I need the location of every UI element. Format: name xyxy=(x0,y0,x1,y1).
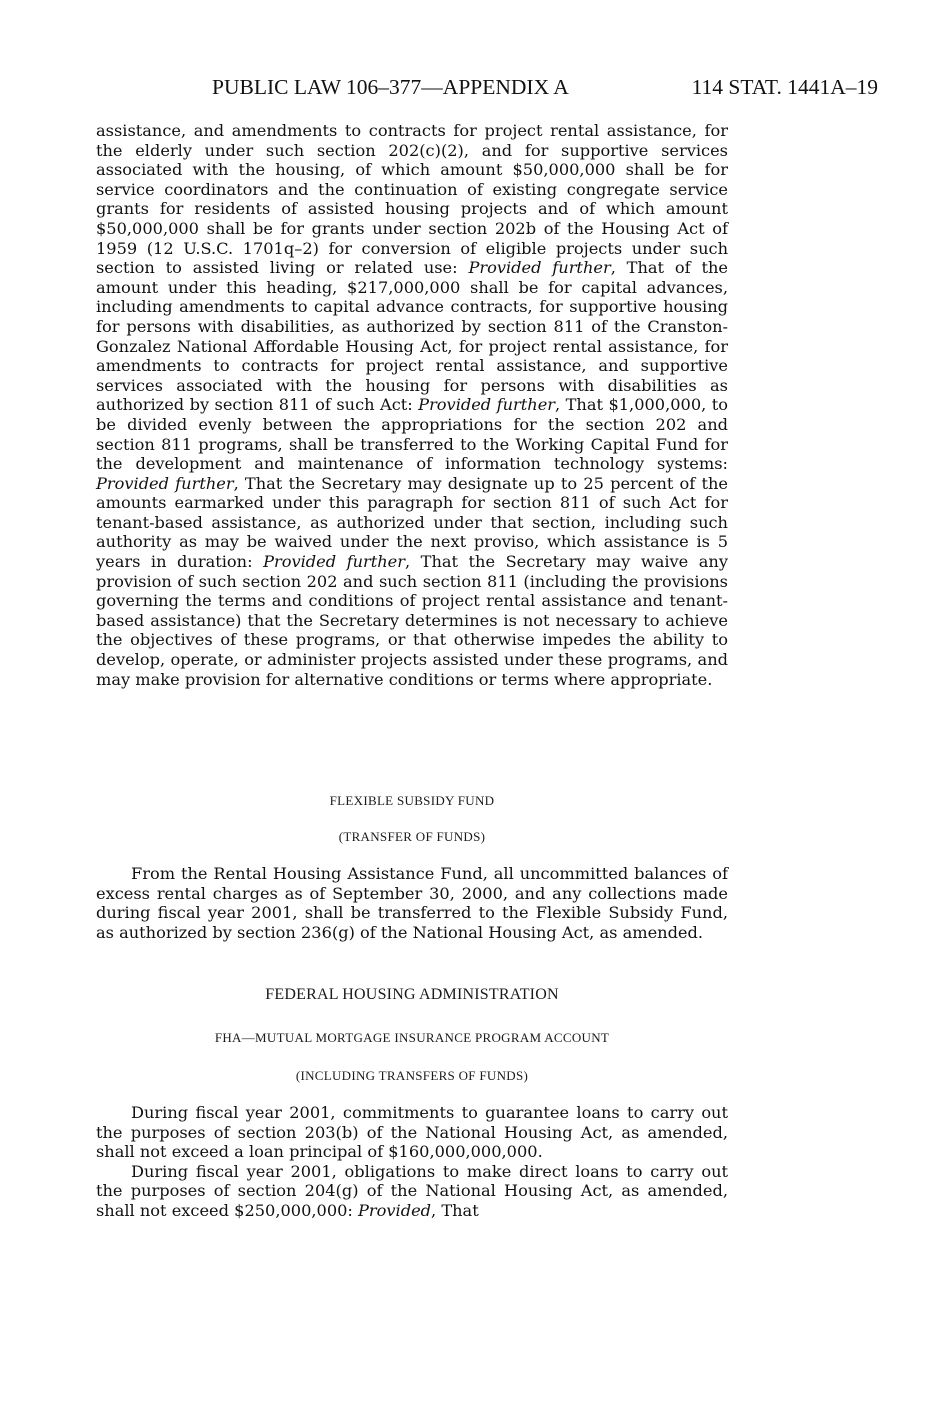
page-header xyxy=(212,74,878,100)
flexible-subsidy-text xyxy=(96,864,728,942)
statute-reference: 114 STAT. 1441A–19 xyxy=(691,75,878,99)
paragraph xyxy=(96,1162,728,1221)
flexible-subsidy-heading: FLEXIBLE SUBSIDY FUND xyxy=(329,793,495,808)
law-title: PUBLIC LAW 106–377—APPENDIX A xyxy=(212,75,569,99)
transfer-of-funds-subheading: (TRANSFER OF FUNDS) xyxy=(338,829,486,844)
text-run: assistance, and amendments to contracts for project rental assistance, for the elderly under such section 202(c)(2), and for supportive services associated with the housing, of which amount $50,000,000 shall be for service coordinators and the continuation of existing congregate service grants for residents of assisted housing projects and of which amount $50,000,000 shall be for grants under section 202b of the Housing Act of 1959 (12 U.S.C. 1701q–2) for conversion of eligible projects under such section to assisted living or related use: xyxy=(96,121,728,278)
section-202-811-text xyxy=(96,121,728,689)
proviso-italic: Provided further xyxy=(96,473,234,493)
proviso-italic: Provided further xyxy=(418,395,556,415)
text-run: , That the Secretary may waive any provision of such section 202 and such section 811 (including the provisions governing the terms and conditions of project rental assistance and tenant-based assistance) that the Secretary determines is not necessary to achieve the objectives of these programs, or that otherwise impedes the ability to develop, operate, or administer projects assisted under these programs, and may make provision for alternative conditions or terms where appropriate. xyxy=(96,552,728,689)
paragraph: From the Rental Housing Assistance Fund, all uncommitted balances of excess rental charges as of September 30, 2000, and any collections made during fiscal year 2001, shall be transferred to the Flexible Subsidy Fund, as authorized by section 236(g) of the National Housing Act, as amended. xyxy=(96,864,728,942)
fha-text xyxy=(96,1103,728,1221)
proviso-italic: Provided further xyxy=(263,552,405,572)
paragraph xyxy=(96,121,728,689)
text-run: , That xyxy=(431,1200,479,1220)
text-run: , That $1,000,000, to be divided evenly between the appropriations for the section 202 and section 811 programs, shall be transferred to the Working Capital Fund for the development and maintenance of information technology systems: xyxy=(96,395,728,474)
text-run: , That of the amount under this heading, $217,000,000 shall be for capital advances, including amendments to capital advance contracts, for supportive housing for persons with disabilities, as authorized by section 811 of the Cranston-Gonzalez National Affordable Housing Act, for project rental assistance, for amendments to contracts for project rental assistance, and supportive services associated with the housing for persons with disabilities as authorized by section 811 of such Act: xyxy=(96,258,728,415)
proviso-italic: Provided further xyxy=(468,258,611,278)
fha-agency-heading: FEDERAL HOUSING ADMINISTRATION xyxy=(265,986,559,1003)
fha-account-heading: FHA—MUTUAL MORTGAGE INSURANCE PROGRAM ACCOUNT xyxy=(214,1030,610,1045)
paragraph: During fiscal year 2001, commitments to guarantee loans to carry out the purposes of section 203(b) of the National Housing Act, as amended, shall not exceed a loan principal of $160,000,000,000. xyxy=(96,1103,728,1162)
proviso-italic: Provided xyxy=(358,1200,432,1220)
including-transfers-subheading: (INCLUDING TRANSFERS OF FUNDS) xyxy=(295,1068,529,1083)
text-run: , That the Secretary may designate up to 25 percent of the amounts earmarked under this paragraph for section 811 of such Act for tenant-based assistance, as authorized under that section, including such authority as may be waived under the next proviso, which assistance is 5 years in duration: xyxy=(96,473,728,572)
text-run: During fiscal year 2001, obligations to make direct loans to carry out the purposes of section 204(g) of the National Housing Act, as amended, shall not exceed $250,000,000: xyxy=(96,1161,728,1220)
